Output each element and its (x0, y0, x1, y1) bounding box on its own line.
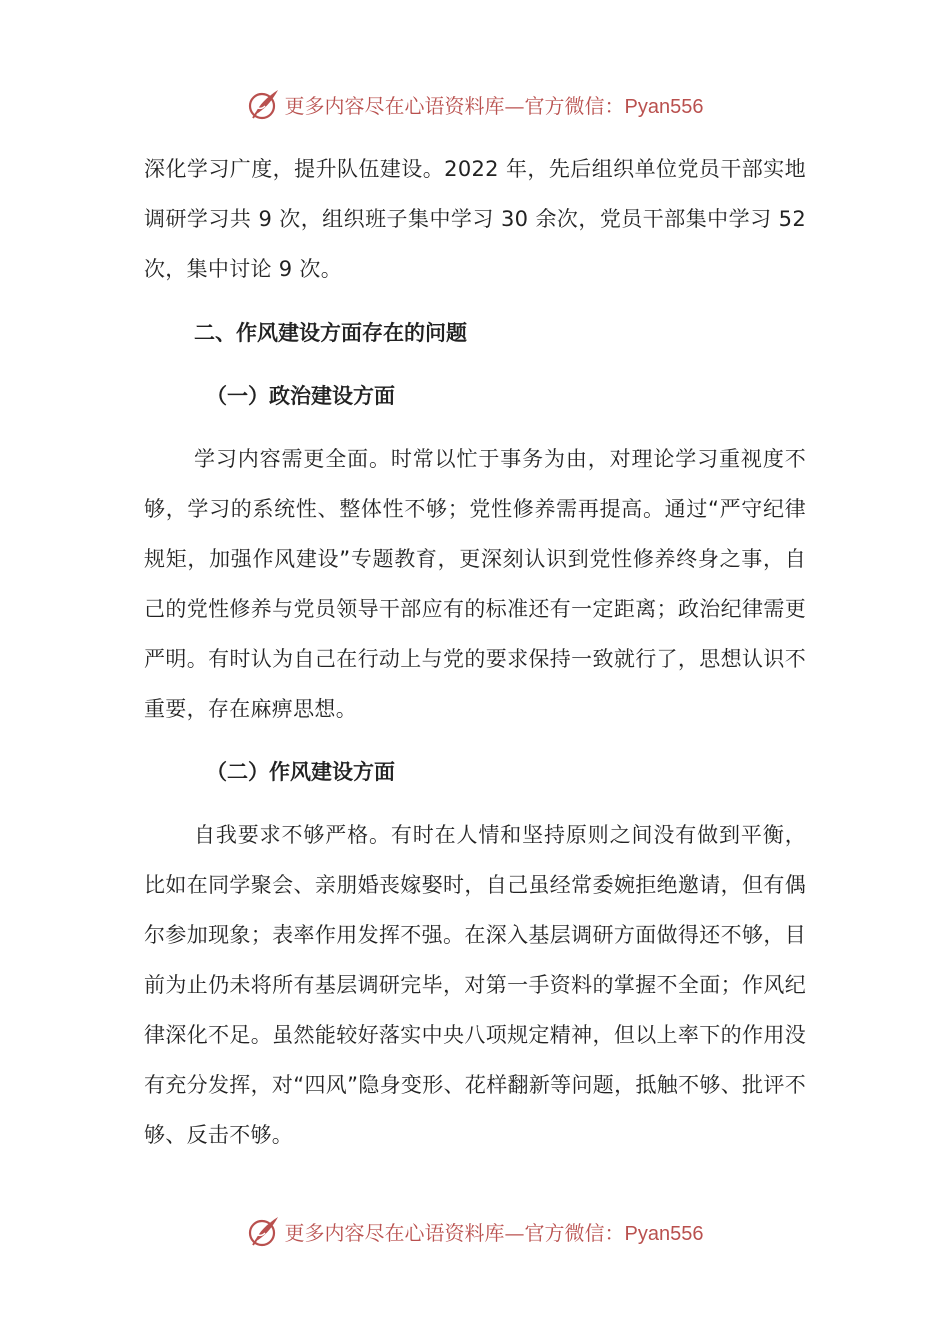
watermark-text: 更多内容尽在心语资料库—官方微信：Pyan556 (284, 1220, 704, 1245)
quill-logo-icon (247, 1214, 281, 1248)
paragraph-political-issues: 学习内容需更全面。时常以忙于事务为由，对理论学习重视度不够，学习的系统性、整体性不够；党性修养需再提高。通过“严守纪律规矩，加强作风建设”专题教育，更深刻认识到党性修养终身之事，自己的党性修养与党员领导干部应有的标准还有一定距离；政治纪律需更严明。有时认为自己在行动上与党的要求保持一致就行了，思想认识不重要，存在麻痹思想。 (144, 447, 806, 721)
quill-logo-icon (247, 87, 281, 121)
watermark-text: 更多内容尽在心语资料库—官方微信：Pyan556 (284, 93, 704, 118)
paragraph-study-breadth: 深化学习广度，提升队伍建设。2022 年，先后组织单位党员干部实地调研学习共 9 次，组织班子集中学习 30 余次，党员干部集中学习 52 次，集中讨论 9 次。 (144, 157, 806, 281)
watermark-wechat-id: Pyan556 (624, 95, 704, 118)
header-watermark (0, 84, 950, 124)
paragraph-style-issues: 自我要求不够严格。有时在人情和坚持原则之间没有做到平衡，比如在同学聚会、亲朋婚丧嫁娶时，自己虽经常委婉拒绝邀请，但有偶尔参加现象；表率作用发挥不强。在深入基层调研方面做得还不够，目前为止仍未将所有基层调研完毕，对第一手资料的掌握不全面；作风纪律深化不足。虽然能较好落实中央八项规定精神，但以上率下的作用没有充分发挥，对“四风”隐身变形、花样翻新等问题，抵触不够、批评不够、反击不够。 (144, 823, 806, 1147)
subsection-heading-style: （二）作风建设方面 (206, 760, 395, 784)
subsection-heading-political: （一）政治建设方面 (206, 384, 395, 408)
section-heading-problems: 二、作风建设方面存在的问题 (194, 321, 467, 345)
document-body (144, 144, 806, 1160)
footer-watermark (0, 1211, 950, 1251)
watermark-wechat-id: Pyan556 (624, 1222, 704, 1245)
